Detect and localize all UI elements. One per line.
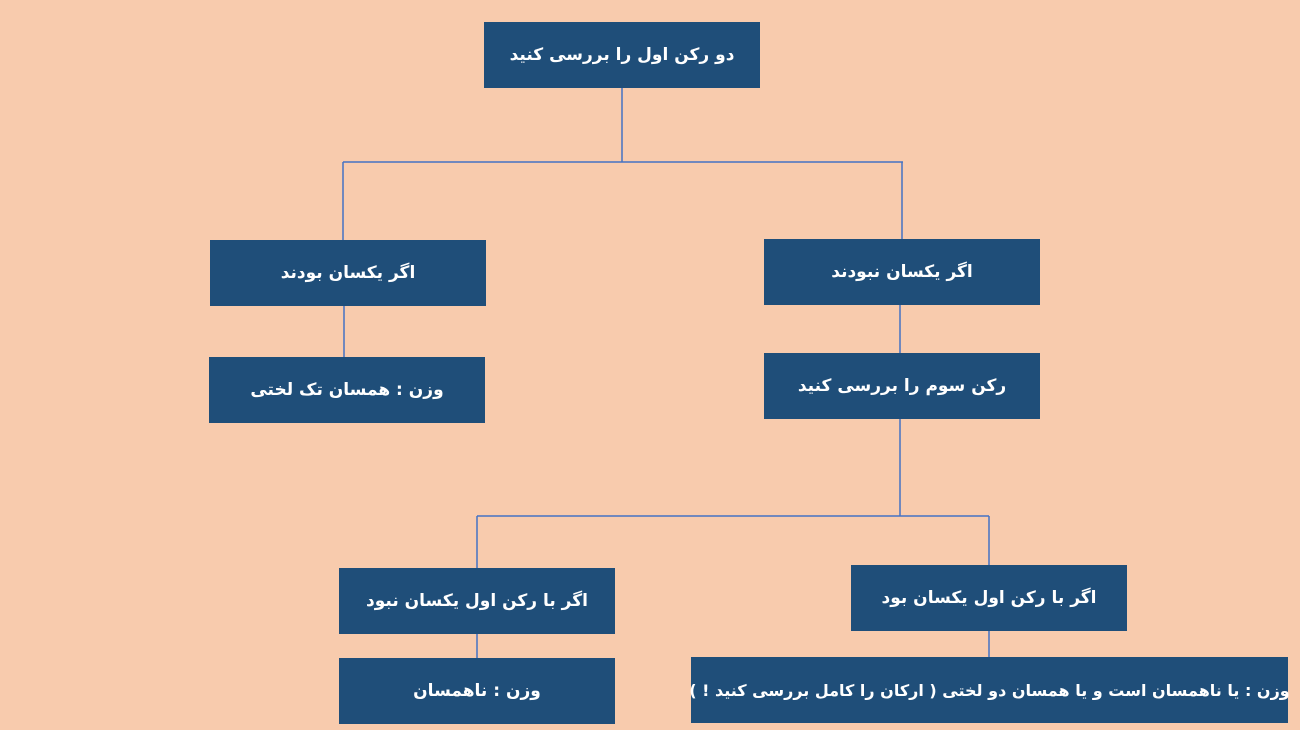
node-not-same-as-first: اگر با رکن اول یکسان نبود: [339, 568, 615, 634]
node-same-as-first: اگر با رکن اول یکسان بود: [851, 565, 1127, 631]
node-check-first-two: دو رکن اول را بررسی کنید: [484, 22, 760, 88]
node-if-not-same: اگر یکسان نبودند: [764, 239, 1040, 305]
node-weight-ambiguous: وزن : یا ناهمسان است و یا همسان دو لختی ( ارکان را کامل بررسی کنید ! ): [691, 657, 1288, 723]
node-weight-non-matching: وزن : ناهمسان: [339, 658, 615, 724]
node-weight-single: وزن : همسان تک لختی: [209, 357, 485, 423]
node-if-same: اگر یکسان بودند: [210, 240, 486, 306]
node-check-third: رکن سوم را بررسی کنید: [764, 353, 1040, 419]
